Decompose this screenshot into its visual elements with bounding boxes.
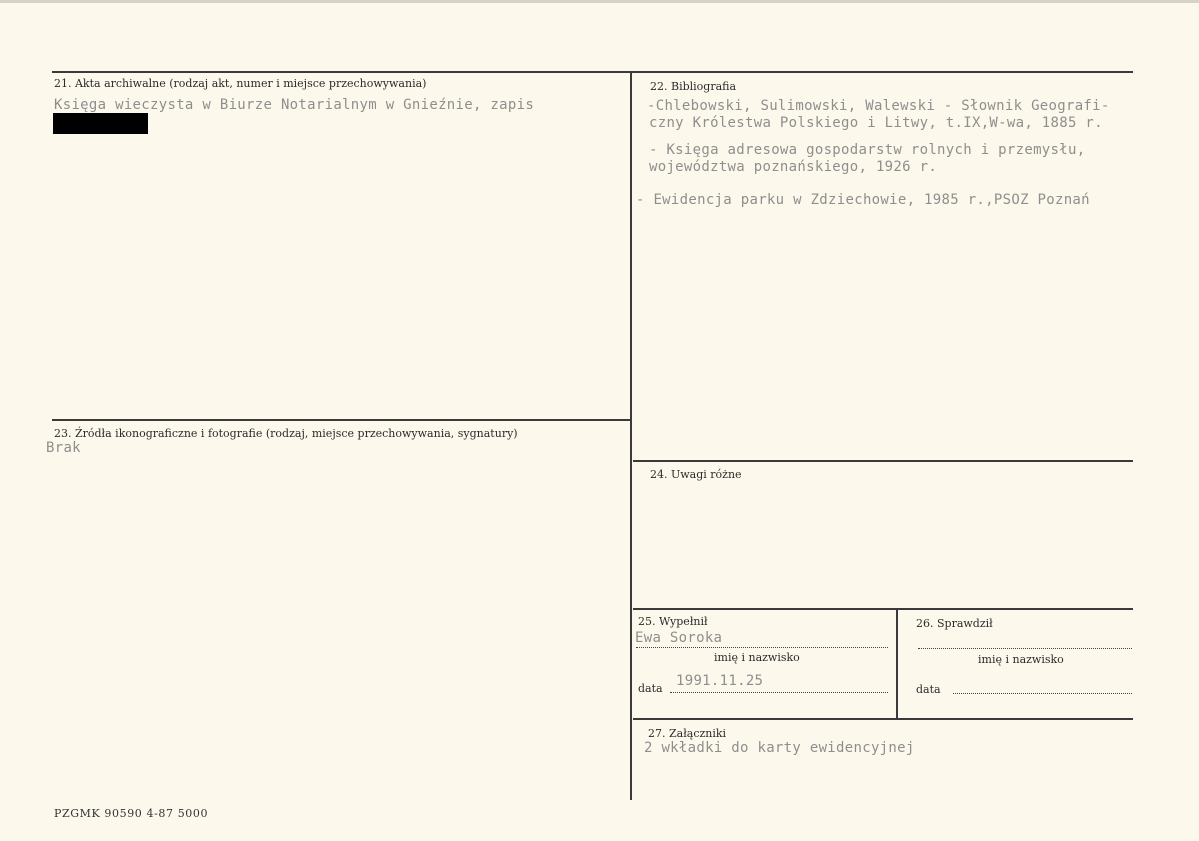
section-26-label: 26. Sprawdził bbox=[916, 617, 993, 630]
filled-by-name-caption: imię i nazwisko bbox=[714, 651, 800, 664]
divider-top bbox=[52, 71, 1133, 73]
filled-by-name-line bbox=[636, 647, 888, 648]
filled-by-date-label: data bbox=[638, 682, 663, 695]
redaction-box bbox=[53, 113, 148, 134]
bibliography-line: województwa poznańskiego, 1926 r. bbox=[649, 159, 938, 175]
section-21-text: Księga wieczysta w Biurze Notarialnym w Gnieźnie, zapis bbox=[54, 97, 535, 113]
divider-24-25 bbox=[633, 608, 1133, 610]
divider-21-23 bbox=[52, 419, 630, 421]
section-27-label: 27. Załączniki bbox=[648, 727, 727, 740]
filled-by-date: 1991.11.25 bbox=[676, 673, 764, 689]
divider-22-24 bbox=[633, 460, 1133, 462]
attachments-text: 2 wkładki do karty ewidencyjnej bbox=[644, 740, 915, 756]
section-24-label: 24. Uwagi różne bbox=[650, 468, 742, 481]
bibliography-line: -Chlebowski, Sulimowski, Walewski - Słownik Geografi- bbox=[647, 98, 1110, 114]
section-22-label: 22. Bibliografia bbox=[650, 80, 737, 93]
print-code: PZGMK 90590 4-87 5000 bbox=[54, 807, 209, 820]
card-top-edge bbox=[0, 0, 1199, 3]
checked-by-name-line bbox=[918, 648, 1132, 649]
section-21-label: 21. Akta archiwalne (rodzaj akt, numer i miejsce przechowywania) bbox=[54, 77, 427, 90]
bibliography-line: - Ewidencja parku w Zdziechowie, 1985 r.,PSOZ Poznań bbox=[636, 192, 1090, 208]
filled-by-name: Ewa Soroka bbox=[635, 630, 723, 646]
checked-by-date-line bbox=[953, 693, 1132, 694]
section-23-text: Brak bbox=[46, 440, 81, 456]
divider-25-27 bbox=[633, 718, 1133, 720]
filled-by-date-line bbox=[670, 692, 888, 693]
section-25-label: 25. Wypełnił bbox=[638, 615, 708, 628]
checked-by-name-caption: imię i nazwisko bbox=[978, 653, 1064, 666]
divider-25-26 bbox=[896, 608, 898, 718]
checked-by-date-label: data bbox=[916, 683, 941, 696]
divider-vertical-main bbox=[630, 71, 632, 800]
section-23-label: 23. Źródła ikonograficzne i fotografie (rodzaj, miejsce przechowywania, sygnatury) bbox=[54, 427, 518, 440]
bibliography-line: - Księga adresowa gospodarstw rolnych i przemysłu, bbox=[649, 142, 1086, 158]
bibliography-line: czny Królestwa Polskiego i Litwy, t.IX,W-wa, 1885 r. bbox=[649, 115, 1103, 131]
